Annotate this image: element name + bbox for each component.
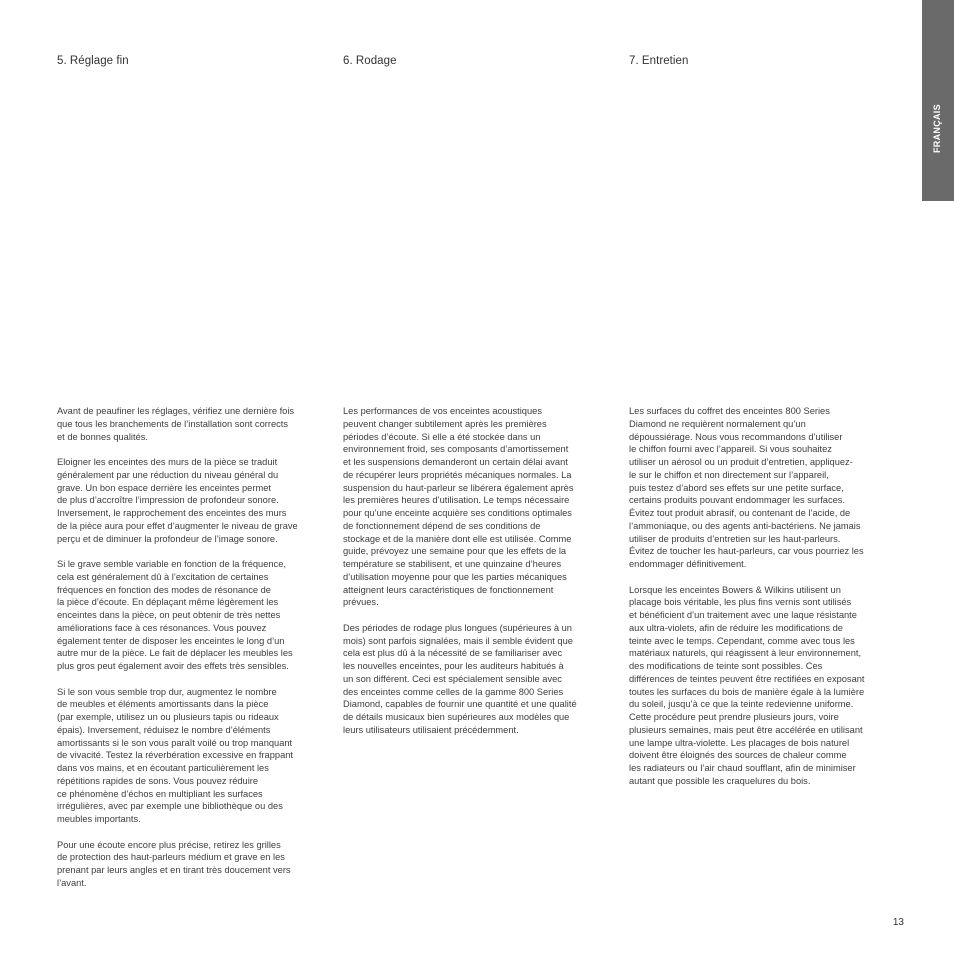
column-entretien (629, 405, 897, 800)
section-heading-entretien: 7. Entretien (629, 55, 689, 67)
paragraph: Des périodes de rodage plus longues (supérieures à un mois) sont parfois signalées, mais il semble évident que cela est plus dû à la nécessité de se familiariser avec les nouvelles enceintes, pour les auditeurs habitués à un son différent. Ceci est spécialement sensible avec des enceintes comme celles de la gamme 800 Series Diamond, capables de fournir une quantité et une qualité de détails musicaux bien supérieures aux modèles que leurs utilisateurs utilisaient précédemment. (343, 622, 577, 735)
language-label-text: FRANÇAIS (932, 104, 942, 153)
paragraph: Les surfaces du coffret des enceintes 800 Series Diamond ne requièrent normalement qu’un dépoussiérage. Nous vous recommandons d’utiliser le chiffon fourni avec l’appareil. Si vous souhaitez utiliser un aérosol ou un produit d’entretien, appliquez- le sur le chiffon et non directement sur l’appareil, puis testez d’abord ses effets sur une petite surface, certains produits pouvant endommager les surfaces. Évitez tout produit abrasif, ou contenant de l’acide, de l’ammoniaque, ou des agents anti-bactériens. Ne jamais utiliser de produits d’entretien sur les haut-parleurs. Évitez de toucher les haut-parleurs, car vous pourriez les endommager définitivement. (629, 406, 864, 569)
paragraph: Lorsque les enceintes Bowers & Wilkins utilisent un placage bois véritable, les plus fins vernis sont utilisés et bénéficient d’un traitement avec une laque résistante aux ultra-violets, afin de réduire les modifications de teinte avec le temps. Cependant, comme avec tous les matériaux naturels, qui réagissent à leur environnement, des modifications de teinte sont possibles. Ces différences de teintes peuvent être rectifiées en exposant toutes les surfaces du bois de manière égale à la lumière du soleil, jusqu’à ce que la teinte redevienne uniforme. Cette procédure peut prendre plusieurs jours, voire plusieurs semaines, mais peut être accélérée en utilisant une lampe ultra-violette. Les placages de bois naturel doivent être éloignés des sources de chaleur comme les radiateurs ou l’air chaud soufflant, afin de minimiser autant que possible les craquelures du bois. (629, 584, 865, 786)
column-rodage (343, 405, 611, 749)
page-number: 13 (892, 917, 904, 928)
paragraph: Si le grave semble variable en fonction de la fréquence, cela est généralement dû à l’excitation de certaines fréquences en fonction des modes de résonance de la pièce d’écoute. En déplaçant même légèrement les enceintes dans la pièce, on peut obtenir de très nettes améliorations face à ces résonances. Vous pouvez également tenter de disposer les enceintes le long d’un autre mur de la pièce. Le fait de déplacer les meubles les plus gros peut également avoir des effets très sensibles. (57, 559, 293, 671)
paragraph: Avant de peaufiner les réglages, vérifiez une dernière fois que tous les branchements de l’installation sont corrects et de bonnes qualités. (57, 406, 295, 442)
language-tab (922, 0, 954, 201)
language-label (923, 104, 942, 164)
section-heading-rodage: 6. Rodage (343, 55, 397, 67)
section-heading-reglage-fin: 5. Réglage fin (57, 55, 129, 67)
paragraph: Pour une écoute encore plus précise, retirez les grilles de protection des haut-parleurs médium et grave en les prenant par leurs angles et en tirant très doucement vers l’avant. (57, 839, 291, 888)
paragraph: Eloigner les enceintes des murs de la pièce se traduit généralement par une réduction du niveau général du grave. Un bon espace derrière les enceintes permet de plus d’accroître l’impression de profondeur sonore. Inversement, le rapprochement des enceintes des murs de la pièce aura pour effet d’augmenter le niveau de grave perçu et de diminuer la profondeur de l’image sonore. (57, 457, 298, 544)
paragraph: Si le son vous semble trop dur, augmentez le nombre de meubles et éléments amortissants dans la pièce (par exemple, utilisez un ou plusieurs tapis ou rideaux épais). Inversement, réduisez le nombre d’éléments amortissants si le son vous paraît voilé ou trop manquant de vivacité. Testez la réverbération excessive en frappant dans vos mains, et en écoutant particulièrement les répétitions rapides de sons. Vous pouvez réduire ce phénomène d’échos en multipliant les surfaces irrégulières, avec par exemple une bibliothèque ou des meubles importants. (57, 686, 293, 824)
paragraph: Les performances de vos enceintes acoustiques peuvent changer subtilement après les premières périodes d’écoute. Si elle a été stockée dans un environnement froid, ses composants d’amortissement et les suspensions demanderont un certain délai avant de récupérer leurs propriétés mécaniques normales. La suspension du haut-parleur se libérera également après les premières heures d’utilisation. Le temps nécessaire pour qu’une enceinte acquière ses conditions optimales de fonctionnement dépend de ses conditions de stockage et de la manière dont elle est utilisée. Comme guide, prévoyez une semaine pour que les effets de la température se stabilisent, et une quinzaine d’heures d’utilisation moyenne pour que les parties mécaniques atteignent leurs caractéristiques de fonctionnement prévues. (343, 406, 574, 608)
column-reglage-fin (57, 405, 325, 902)
